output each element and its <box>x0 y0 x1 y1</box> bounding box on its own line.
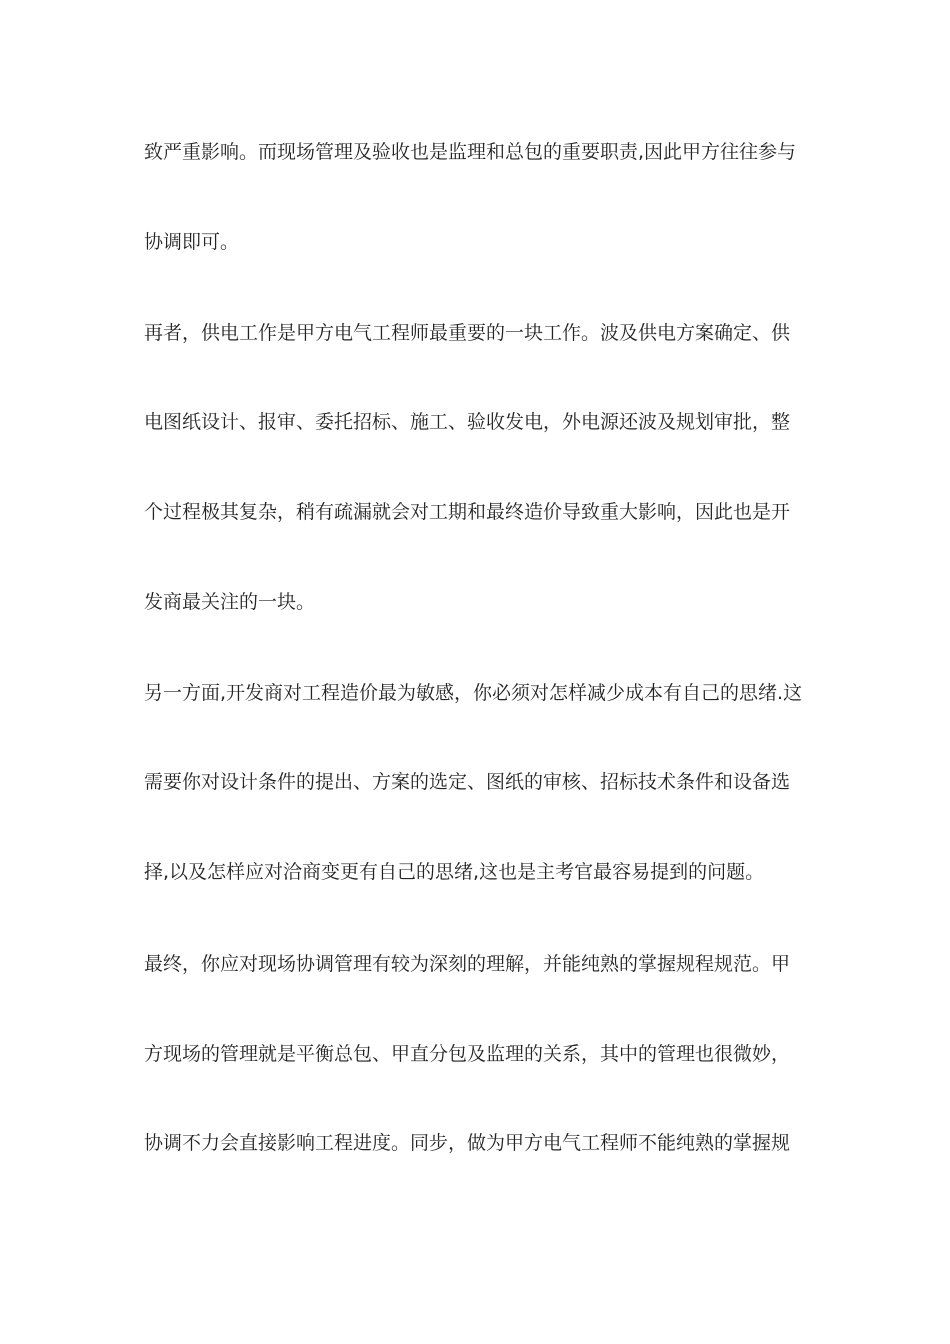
text-line: 电图纸设计、报审、委托招标、施工、验收发电，外电源还波及规划审批，整 <box>144 411 791 433</box>
text-line: 致严重影响。而现场管理及验收也是监理和总包的重要职责,因此甲方往往参与 <box>144 141 797 163</box>
text-line: 最终，你应对现场协调管理有较为深刻的理解，并能纯熟的掌握规程规范。甲 <box>144 953 791 975</box>
text-line: 发商最关注的一块。 <box>144 591 316 613</box>
text-line: 协调即可。 <box>144 231 240 253</box>
text-line: 择,以及怎样应对洽商变更有自己的思绪,这也是主考官最容易提到的问题。 <box>144 861 765 883</box>
text-line: 个过程极其复杂，稍有疏漏就会对工期和最终造价导致重大影响，因此也是开 <box>144 501 791 523</box>
text-line: 再者，供电工作是甲方电气工程师最重要的一块工作。波及供电方案确定、供 <box>144 322 791 344</box>
text-line: 另一方面,开发商对工程造价最为敏感，你必须对怎样减少成本有自己的思绪.这 <box>144 682 803 704</box>
text-line: 方现场的管理就是平衡总包、甲直分包及监理的关系，其中的管理也很微妙， <box>144 1043 791 1065</box>
text-line: 需要你对设计条件的提出、方案的选定、图纸的审核、招标技术条件和设备选 <box>144 771 791 793</box>
text-line: 协调不力会直接影响工程进度。同步，做为甲方电气工程师不能纯熟的掌握规 <box>144 1132 791 1154</box>
